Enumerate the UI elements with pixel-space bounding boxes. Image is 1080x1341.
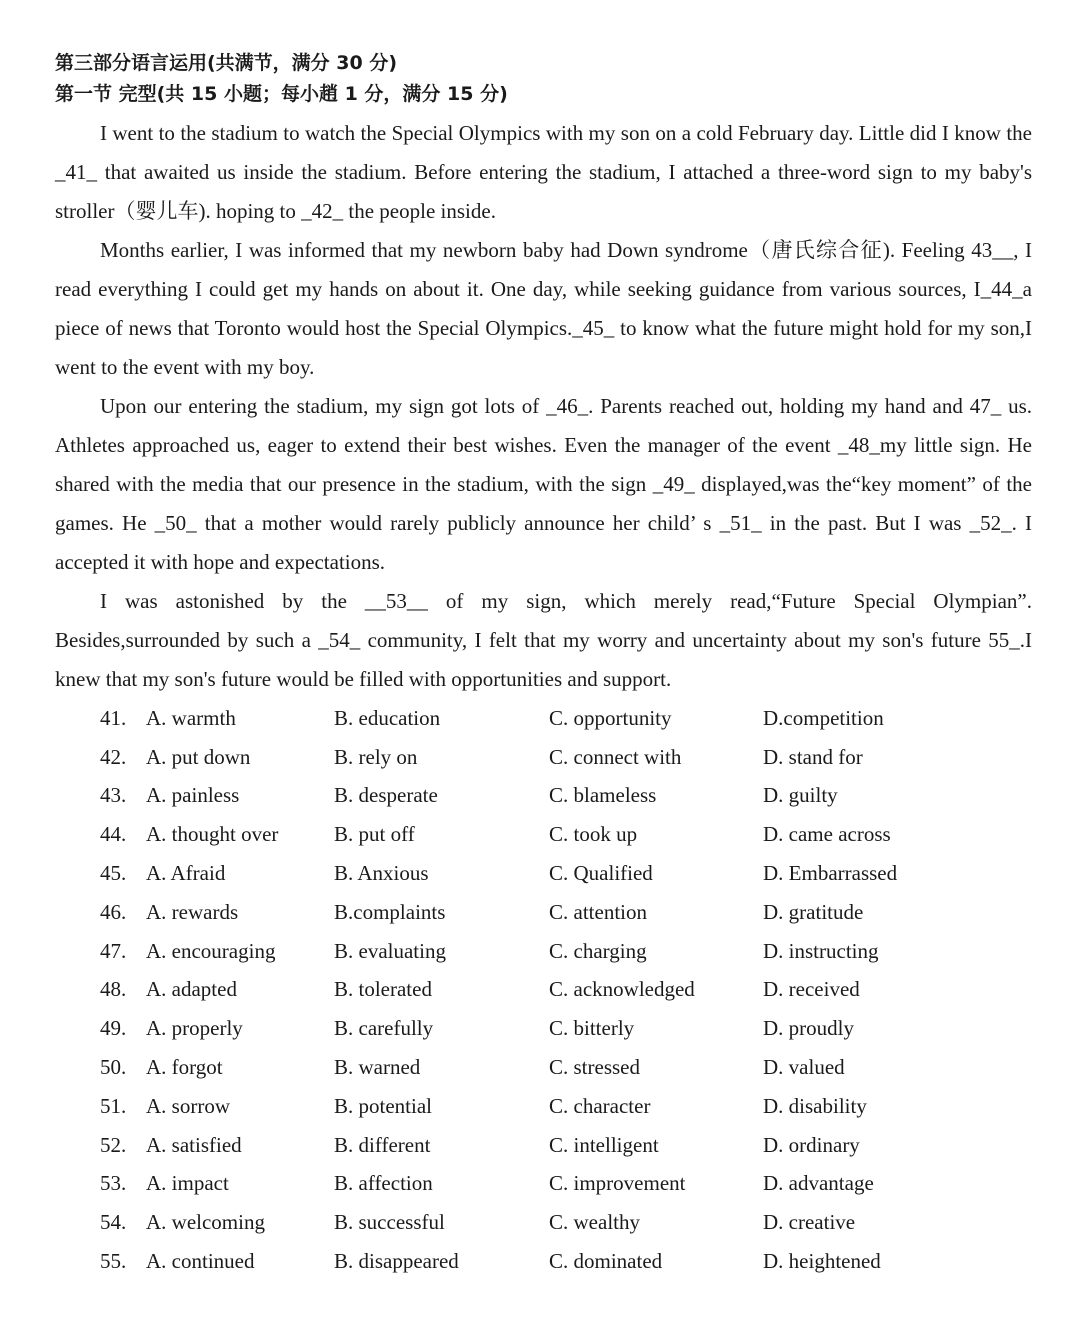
question-number: 43. <box>100 783 127 808</box>
question-number: 44. <box>100 822 127 847</box>
passage-paragraph: Upon our entering the stadium, my sign got lots of _46_. Parents reached out, holding my hand and 47_ us. Athletes approached us, eager to extend their best wishes. Even the manager of the event _48_my little sign. He shared with the media that our presence in the stadium, with the sign _49_ displayed,was the“key moment” of the games. He _50_ that a mother would rarely publicly announce her child’ s _51_ in the past. But I was _52_. I accepted it with hope and expectations. <box>55 394 1032 574</box>
option-d: D.competition <box>763 705 884 730</box>
option-d: D. proudly <box>763 1016 854 1041</box>
option-c: C. took up <box>549 822 638 847</box>
option-a: A. satisfied <box>146 1132 242 1157</box>
option-b: B. warned <box>334 1055 421 1080</box>
option-c: C. improvement <box>549 1171 686 1196</box>
option-b: B. affection <box>334 1171 433 1196</box>
question-number: 53. <box>100 1171 127 1196</box>
option-b: B. rely on <box>334 744 418 769</box>
option-a: A. rewards <box>146 899 239 924</box>
part-heading: 第三部分语言运用(共满节，满分 30 分) <box>55 52 398 74</box>
option-d: D. instructing <box>763 938 879 963</box>
option-c: C. acknowledged <box>549 977 695 1002</box>
option-c: C. charging <box>549 938 647 963</box>
option-c: C. dominated <box>549 1249 663 1274</box>
option-a: A. thought over <box>146 822 279 847</box>
question-row <box>55 1009 1032 1048</box>
option-b: B. carefully <box>334 1016 434 1041</box>
option-c: C. opportunity <box>549 705 672 730</box>
option-a: A. sorrow <box>146 1093 230 1118</box>
option-d: D. disability <box>763 1093 867 1118</box>
option-b: B. successful <box>334 1210 445 1235</box>
question-number: 50. <box>100 1055 127 1080</box>
question-number: 41. <box>100 705 127 730</box>
question-number: 55. <box>100 1249 127 1274</box>
option-a: A. encouraging <box>146 938 276 963</box>
question-row <box>55 699 1032 738</box>
option-b: B. different <box>334 1132 431 1157</box>
exam-page <box>55 48 1032 1281</box>
question-number: 51. <box>100 1093 127 1118</box>
passage-paragraph: I went to the stadium to watch the Special Olympics with my son on a cold February day. Little did I know the _41_ that awaited us inside the stadium. Before entering the stadium, I attached a three-word sign to my baby's stroller（婴儿车). hoping to _42_ the people inside. <box>55 121 1032 223</box>
option-d: D. heightened <box>763 1249 881 1274</box>
question-number: 46. <box>100 899 127 924</box>
option-a: A. adapted <box>146 977 237 1002</box>
option-b: B. evaluating <box>334 938 446 963</box>
option-d: D. gratitude <box>763 899 864 924</box>
option-d: D. advantage <box>763 1171 874 1196</box>
option-b: B. education <box>334 705 441 730</box>
option-d: D. creative <box>763 1210 856 1235</box>
question-number: 42. <box>100 744 127 769</box>
option-b: B. Anxious <box>334 861 429 886</box>
question-row <box>55 1165 1032 1204</box>
option-a: A. Afraid <box>146 861 226 886</box>
question-row <box>55 893 1032 932</box>
question-number: 47. <box>100 938 127 963</box>
option-a: A. warmth <box>146 705 236 730</box>
option-a: A. painless <box>146 783 240 808</box>
question-row <box>55 1203 1032 1242</box>
option-a: A. properly <box>146 1016 243 1041</box>
question-number: 54. <box>100 1210 127 1235</box>
option-b: B. disappeared <box>334 1249 459 1274</box>
option-c: C. Qualified <box>549 861 653 886</box>
question-row <box>55 971 1032 1010</box>
option-a: A. welcoming <box>146 1210 265 1235</box>
option-c: C. connect with <box>549 744 682 769</box>
option-b: B.complaints <box>334 899 446 924</box>
question-row <box>55 738 1032 777</box>
option-b: B. tolerated <box>334 977 432 1002</box>
option-c: C. blameless <box>549 783 657 808</box>
option-a: A. continued <box>146 1249 255 1274</box>
option-c: C. intelligent <box>549 1132 659 1157</box>
question-row <box>55 854 1032 893</box>
option-d: D. Embarrassed <box>763 861 898 886</box>
option-b: B. potential <box>334 1093 432 1118</box>
option-d: D. received <box>763 977 860 1002</box>
question-number: 52. <box>100 1132 127 1157</box>
question-row <box>55 815 1032 854</box>
option-d: D. ordinary <box>763 1132 860 1157</box>
question-row <box>55 1048 1032 1087</box>
section-heading: 第一节 完型(共 15 小题；每小趙 1 分，满分 15 分) <box>55 83 508 105</box>
question-number: 49. <box>100 1016 127 1041</box>
option-c: C. attention <box>549 899 647 924</box>
option-c: C. stressed <box>549 1055 640 1080</box>
question-row <box>55 1126 1032 1165</box>
option-c: C. wealthy <box>549 1210 640 1235</box>
question-row <box>55 1087 1032 1126</box>
cloze-passage <box>55 114 1032 699</box>
option-c: C. bitterly <box>549 1016 635 1041</box>
option-b: B. put off <box>334 822 415 847</box>
option-d: D. came across <box>763 822 891 847</box>
option-d: D. guilty <box>763 783 838 808</box>
option-d: D. stand for <box>763 744 863 769</box>
question-number: 45. <box>100 861 127 886</box>
option-d: D. valued <box>763 1055 845 1080</box>
passage-paragraph: I was astonished by the __53__ of my sign, which merely read,“Future Special Olympian”. Besides,surrounded by such a _54_ community, I felt that my worry and uncertainty about my son's future 55_.I knew that my son's future would be filled with opportunities and support. <box>55 589 1032 691</box>
question-row <box>55 1242 1032 1281</box>
question-row <box>55 777 1032 816</box>
option-c: C. character <box>549 1093 651 1118</box>
option-b: B. desperate <box>334 783 438 808</box>
question-number: 48. <box>100 977 127 1002</box>
option-a: A. forgot <box>146 1055 223 1080</box>
option-a: A. put down <box>146 744 251 769</box>
question-row <box>55 932 1032 971</box>
passage-paragraph: Months earlier, I was informed that my newborn baby had Down syndrome（唐氏综合征). Feeling 43__, I read everything I could get my hands on about it. One day, while seeking guidance from various sources, I_44_a piece of news that Toronto would host the Special Olympics._45_ to know what the future might hold for my son,I went to the event with my boy. <box>55 238 1032 379</box>
option-a: A. impact <box>146 1171 229 1196</box>
answer-options <box>55 699 1032 1281</box>
